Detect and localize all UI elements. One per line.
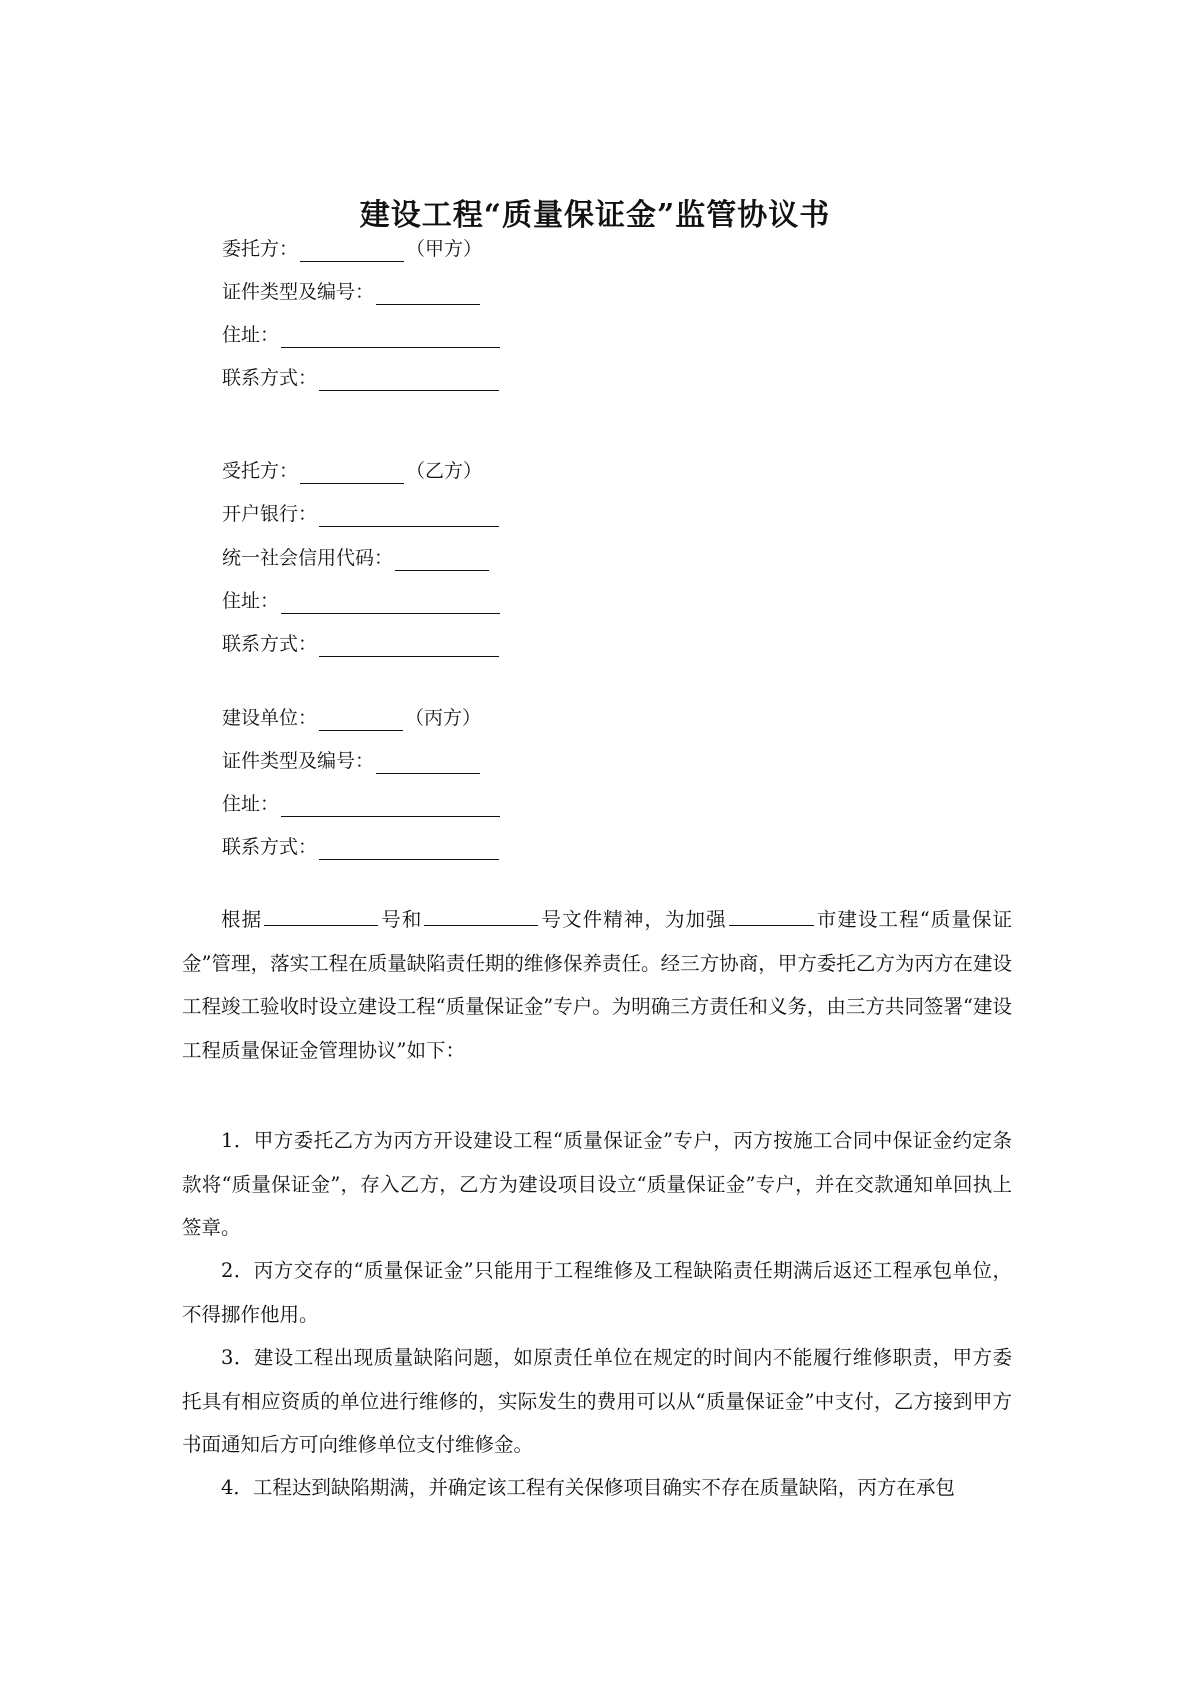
clause-4: 4．工程达到缺陷期满，并确定该工程有关保修项目确实不存在质量缺陷，丙方在承包: [221, 1476, 955, 1499]
intro-text-3: 号文件精神，为加强: [540, 908, 727, 931]
party-a-client-label: 委托方：: [222, 238, 299, 260]
party-b-contact-field: [222, 631, 501, 657]
party-b-address-blank[interactable]: [281, 591, 500, 614]
party-c-address-blank[interactable]: [281, 794, 500, 817]
party-c-id-label: 证件类型及编号：: [222, 750, 375, 772]
intro-text-1: 根据: [221, 908, 263, 931]
party-b-trustee-suffix: （乙方）: [406, 460, 483, 482]
party-a-contact-field: [222, 365, 501, 391]
party-c-builder-field: [222, 705, 481, 731]
party-c-address-field: [222, 791, 502, 817]
party-b-address-label: 住址：: [222, 590, 280, 612]
party-a-client-suffix: （甲方）: [406, 238, 483, 260]
intro-doc-number-1-blank[interactable]: [264, 907, 378, 926]
party-b-bank-blank[interactable]: [319, 504, 499, 527]
party-c-builder-blank[interactable]: [319, 708, 403, 731]
party-a-id-blank[interactable]: [376, 282, 480, 305]
party-b-credit-code-field: [222, 545, 491, 571]
intro-text-2: 号和: [380, 908, 423, 931]
party-b-trustee-label: 受托方：: [222, 460, 299, 482]
party-c-contact-blank[interactable]: [319, 837, 499, 860]
party-b-credit-code-blank[interactable]: [395, 548, 489, 571]
party-c-id-field: [222, 748, 482, 774]
intro-city-blank[interactable]: [729, 907, 814, 926]
party-c-address-label: 住址：: [222, 793, 280, 815]
party-b-address-field: [222, 588, 502, 614]
party-a-client-blank[interactable]: [300, 239, 404, 262]
party-c-contact-label: 联系方式：: [222, 836, 318, 858]
party-c-builder-suffix: （丙方）: [405, 707, 482, 729]
clause-1: 1．甲方委托乙方为丙方开设建设工程“质量保证金”专户，丙方按施工合同中保证金约定条款将“质量保证金”，存入乙方，乙方为建设项目设立“质量保证金”专户，并在交款通知单回执上签章。: [182, 1129, 1012, 1239]
party-b-credit-code-label: 统一社会信用代码：: [222, 547, 394, 569]
party-a-contact-label: 联系方式：: [222, 367, 318, 389]
intro-text-4: 市建设工程“质量保证金”管理，落实工程在质量缺陷责任期的维修保养责任。经三方协商，甲方委托乙方为丙方在建设工程竣工验收时设立建设工程“质量保证金”专户。为明确三方责任和义务，由三方共同签署“建设工程质量保证金管理协议”如下：: [182, 908, 1012, 1062]
party-b-bank-label: 开户银行：: [222, 503, 318, 525]
document-title: 建设工程“质量保证金”监管协议书: [359, 198, 831, 233]
party-b-trustee-blank[interactable]: [300, 461, 404, 484]
intro-paragraph: [182, 898, 1012, 1072]
party-b-contact-blank[interactable]: [319, 634, 499, 657]
clause-3: 3．建设工程出现质量缺陷问题，如原责任单位在规定的时间内不能履行维修职责，甲方委托具有相应资质的单位进行维修的，实际发生的费用可以从“质量保证金”中支付，乙方接到甲方书面通知后方可向维修单位支付维修金。: [182, 1346, 1012, 1456]
party-a-client-field: [222, 236, 482, 262]
party-c-id-blank[interactable]: [376, 751, 480, 774]
party-b-trustee-field: [222, 458, 482, 484]
intro-doc-number-2-blank[interactable]: [424, 907, 538, 926]
clause-2: 2．丙方交存的“质量保证金”只能用于工程维修及工程缺陷责任期满后返还工程承包单位，不得挪作他用。: [182, 1259, 1012, 1326]
party-a-address-field: [222, 322, 502, 348]
party-b-bank-field: [222, 501, 501, 527]
party-a-contact-blank[interactable]: [319, 368, 499, 391]
party-a-id-label: 证件类型及编号：: [222, 281, 375, 303]
party-c-builder-label: 建设单位：: [222, 707, 318, 729]
party-c-contact-field: [222, 834, 501, 860]
party-b-contact-label: 联系方式：: [222, 633, 318, 655]
party-a-address-blank[interactable]: [281, 325, 500, 348]
party-a-address-label: 住址：: [222, 324, 280, 346]
party-a-id-field: [222, 279, 482, 305]
